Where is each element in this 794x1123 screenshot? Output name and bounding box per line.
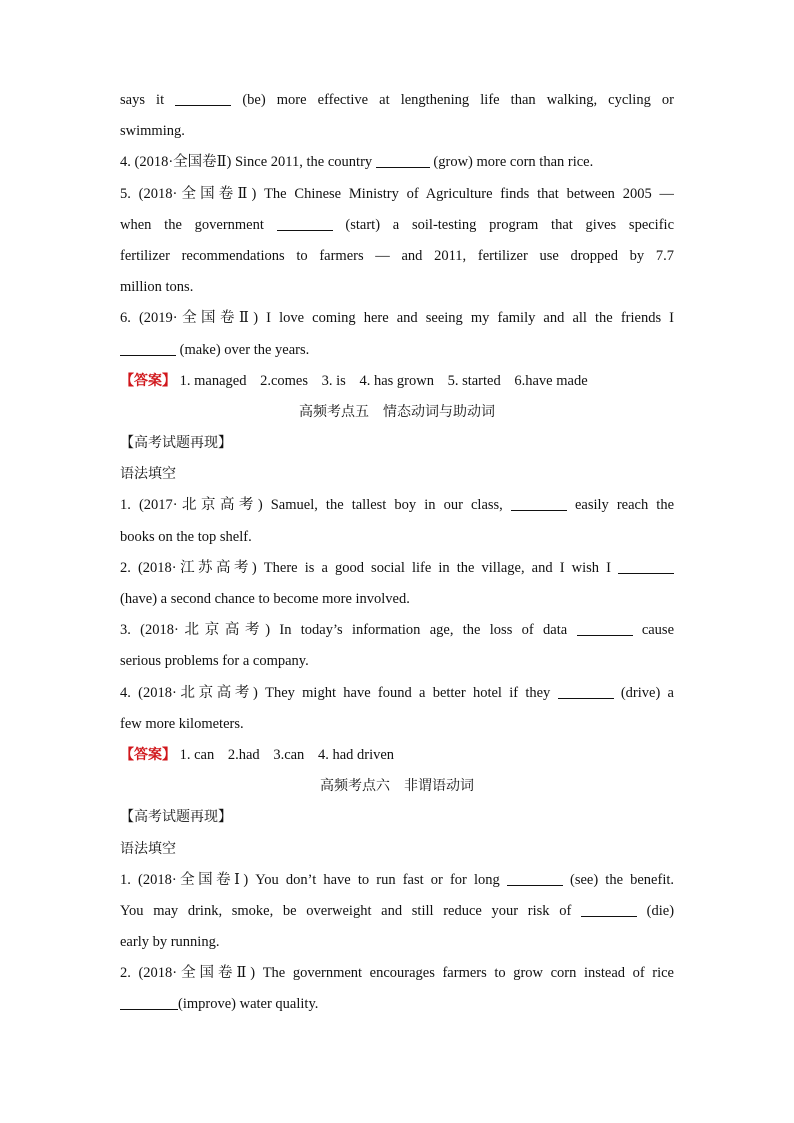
answer-blank[interactable] [120, 340, 176, 356]
s5-question-3-line-2: serious problems for a company. [120, 653, 309, 670]
section-5-sub-label: 【高考试题再现】 [120, 435, 232, 452]
question-5-line-3: fertilizer recommendations to farmers — and 2011, fertilizer use dropped by 7.7 [120, 247, 674, 264]
question-5-line-2: when the government (start) a soil-testing program that gives specific [120, 216, 674, 233]
question-6-line-2: (make) over the years. [120, 335, 674, 366]
s5-question-4-line-1: 4. (2018·北京高考) They might have found a better hotel if they (drive) a [120, 684, 674, 701]
question-5-line-1: 5. (2018·全国卷Ⅱ) The Chinese Ministry of Agriculture finds that between 2005 — [120, 185, 674, 202]
s6-question-1-line-2: You may drink, smoke, be overweight and still reduce your risk of (die) [120, 902, 674, 919]
answer-line-1: 【答案】 1. managed 2.comes 3. is 4. has grown 5. started 6.have made [120, 372, 588, 389]
question-3-continued: says it (be) more effective at lengthening life than walking, cycling or [120, 92, 674, 108]
answer-tag: 【答案】 [120, 372, 176, 389]
answer-blank[interactable] [618, 558, 674, 574]
question-5-line-4: million tons. [120, 279, 194, 296]
answer-blank[interactable] [558, 683, 614, 699]
question-4: 4. (2018·全国卷Ⅱ) Since 2011, the country (grow) more corn than rice. [120, 154, 594, 171]
question-6-line-1: 6. (2019·全国卷Ⅱ) I love coming here and seeing my family and all the friends I [120, 310, 674, 327]
section-heading-5: 高频考点五 情态动词与助动词 [299, 403, 495, 420]
answer-line-2: 【答案】 1. can 2.had 3.can 4. had driven [120, 746, 395, 763]
s5-question-2-line-1: 2. (2018·江苏高考) There is a good social life in the village, and I wish I [120, 553, 674, 584]
answer-blank[interactable] [120, 995, 178, 1011]
section-6-exercise-type: 语法填空 [120, 840, 176, 857]
question-3-end: swimming. [120, 123, 185, 140]
s6-question-1-line-3: early by running. [120, 934, 220, 951]
answer-blank[interactable] [277, 215, 333, 231]
s5-question-4-line-2: few more kilometers. [120, 715, 244, 732]
s6-question-1-line-1: 1. (2018·全国卷Ⅰ) You don’t have to run fast or for long (see) the benefit. [120, 871, 674, 888]
answer-blank[interactable] [376, 153, 430, 169]
content-column [120, 85, 674, 1021]
s5-question-3-line-1: 3. (2018·北京高考) In today’s information age, the loss of data cause [120, 622, 674, 639]
s5-question-1-line-1: 1. (2017·北京高考) Samuel, the tallest boy in our class, easily reach the [120, 497, 674, 514]
s6-question-2-line-2: (improve) water quality. [120, 989, 674, 1020]
section-heading-6: 高频考点六 非谓语动词 [320, 778, 474, 795]
answer-blank[interactable] [511, 496, 567, 512]
answer-blank[interactable] [175, 91, 231, 107]
section-5-exercise-type: 语法填空 [120, 466, 176, 483]
s5-question-1-line-2: books on the top shelf. [120, 528, 252, 545]
section-6-sub-label: 【高考试题再现】 [120, 809, 232, 826]
answer-blank[interactable] [577, 621, 633, 637]
answer-tag: 【答案】 [120, 746, 176, 763]
answer-blank[interactable] [581, 901, 637, 917]
answer-blank[interactable] [507, 870, 563, 886]
s6-question-2-line-1: 2. (2018·全国卷Ⅱ) The government encourages farmers to grow corn instead of rice [120, 965, 674, 982]
s5-question-2-line-2: (have) a second chance to become more involved. [120, 591, 410, 607]
